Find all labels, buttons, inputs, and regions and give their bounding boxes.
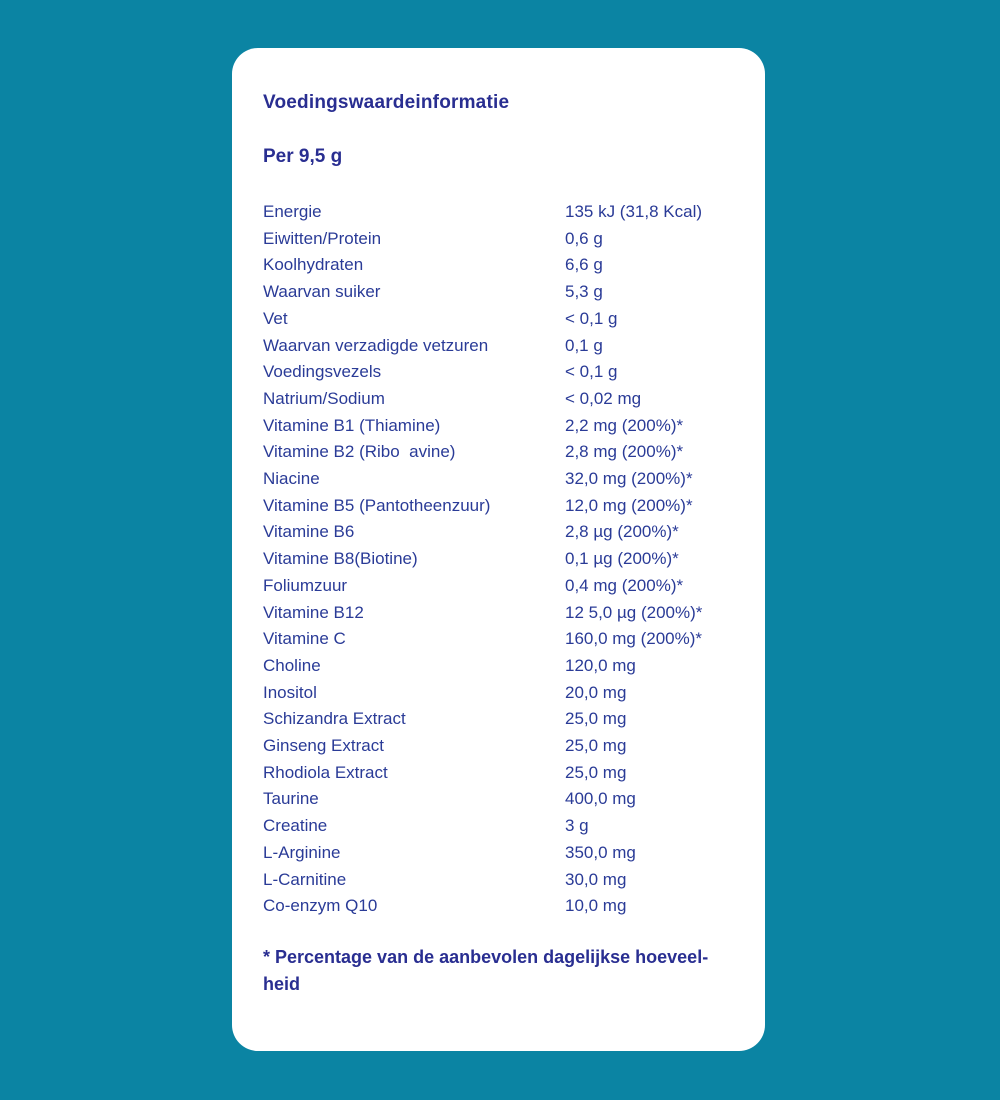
nutrient-row: [263, 252, 735, 279]
nutrient-value: 0,1 µg (200%)*: [565, 549, 679, 569]
nutrient-value: 0,1 g: [565, 335, 603, 355]
nutrient-value: < 0,02 mg: [565, 388, 642, 408]
nutrient-value: 6,6 g: [565, 255, 603, 275]
nutrient-row: [263, 600, 735, 627]
nutrient-value: 120,0 mg: [565, 655, 636, 675]
label-title: Voedingswaardeinformatie: [263, 92, 510, 113]
nutrient-row: [263, 306, 735, 333]
nutrient-row: [263, 760, 735, 787]
nutrient-value: 25,0 mg: [565, 762, 627, 782]
nutrient-name: Waarvan verzadigde vetzuren: [263, 335, 489, 355]
nutrient-value: 25,0 mg: [565, 709, 627, 729]
nutrient-value: 350,0 mg: [565, 842, 636, 862]
nutrient-row: [263, 733, 735, 760]
nutrient-name: Vet: [263, 308, 288, 328]
nutrient-name: Foliumzuur: [263, 575, 348, 595]
footnote: [263, 944, 735, 998]
nutrient-value: 32,0 mg (200%)*: [565, 469, 693, 489]
nutrition-table: [263, 199, 735, 920]
nutrient-row: [263, 813, 735, 840]
nutrient-row: [263, 466, 735, 493]
nutrient-name: Vitamine B6: [263, 522, 355, 542]
nutrient-value: 12 5,0 µg (200%)*: [565, 602, 703, 622]
nutrient-row: [263, 519, 735, 546]
nutrient-value: < 0,1 g: [565, 308, 618, 328]
nutrient-name: Vitamine B2 (Ribo avine): [263, 442, 456, 462]
nutrient-value: 3 g: [565, 816, 589, 836]
nutrient-value: 25,0 mg: [565, 736, 627, 756]
nutrient-value: 20,0 mg: [565, 682, 627, 702]
nutrient-row: [263, 546, 735, 573]
nutrient-name: Niacine: [263, 469, 320, 489]
nutrient-name: Creatine: [263, 816, 328, 836]
nutrient-name: Rhodiola Extract: [263, 762, 388, 782]
nutrient-value: 2,8 µg (200%)*: [565, 522, 679, 542]
nutrient-value: 2,2 mg (200%)*: [565, 415, 684, 435]
nutrient-row: [263, 279, 735, 306]
nutrient-name: Energie: [263, 202, 322, 221]
nutrient-name: Choline: [263, 655, 321, 675]
nutrient-value: 160,0 mg (200%)*: [565, 629, 703, 649]
nutrient-row: [263, 493, 735, 520]
nutrient-value: 2,8 mg (200%)*: [565, 442, 684, 462]
nutrient-name: Voedingsvezels: [263, 362, 382, 382]
serving-size: Per 9,5 g: [263, 146, 343, 167]
nutrient-row: [263, 439, 735, 466]
nutrient-value: 12,0 mg (200%)*: [565, 495, 693, 515]
nutrient-value: < 0,1 g: [565, 362, 618, 382]
nutrient-value: 135 kJ (31,8 Kcal): [565, 202, 703, 221]
nutrient-name: Vitamine B1 (Thiamine): [263, 415, 441, 435]
footnote-line-2: heid: [263, 973, 301, 994]
nutrient-row: [263, 786, 735, 813]
nutrient-row: [263, 893, 735, 920]
nutrient-name: Schizandra Extract: [263, 709, 406, 729]
nutrient-name: Vitamine C: [263, 629, 346, 649]
nutrient-row: [263, 626, 735, 653]
nutrient-value: 10,0 mg: [565, 896, 627, 916]
nutrient-name: Eiwitten/Protein: [263, 228, 382, 248]
nutrient-value: 400,0 mg: [565, 789, 636, 809]
nutrition-label-card: [232, 48, 765, 1051]
nutrient-name: Koolhydraten: [263, 255, 364, 275]
nutrient-row: [263, 226, 735, 253]
nutrient-value: 5,3 g: [565, 282, 603, 302]
nutrient-name: Vitamine B12: [263, 602, 364, 622]
nutrient-name: Vitamine B5 (Pantotheenzuur): [263, 495, 491, 515]
nutrient-row: [263, 386, 735, 413]
nutrient-row: [263, 653, 735, 680]
nutrient-row: [263, 359, 735, 386]
nutrient-name: Waarvan suiker: [263, 282, 381, 302]
nutrient-name: Co-enzym Q10: [263, 896, 378, 916]
nutrient-name: Natrium/Sodium: [263, 388, 385, 408]
nutrient-name: L-Arginine: [263, 842, 341, 862]
nutrient-name: Ginseng Extract: [263, 736, 384, 756]
nutrient-row: [263, 199, 735, 226]
nutrient-name: L-Carnitine: [263, 869, 347, 889]
nutrient-value: 0,6 g: [565, 228, 603, 248]
nutrient-name: Vitamine B8(Biotine): [263, 549, 418, 569]
footnote-line-1: * Percentage van de aanbevolen dagelijkse hoeveel-: [263, 946, 709, 967]
nutrient-row: [263, 867, 735, 894]
nutrient-row: [263, 680, 735, 707]
nutrient-value: 30,0 mg: [565, 869, 627, 889]
nutrient-name: Inositol: [263, 682, 317, 702]
nutrient-name: Taurine: [263, 789, 319, 809]
nutrient-row: [263, 573, 735, 600]
nutrient-row: [263, 840, 735, 867]
nutrient-row: [263, 413, 735, 440]
nutrient-row: [263, 706, 735, 733]
nutrient-value: 0,4 mg (200%)*: [565, 575, 684, 595]
nutrient-row: [263, 333, 735, 360]
